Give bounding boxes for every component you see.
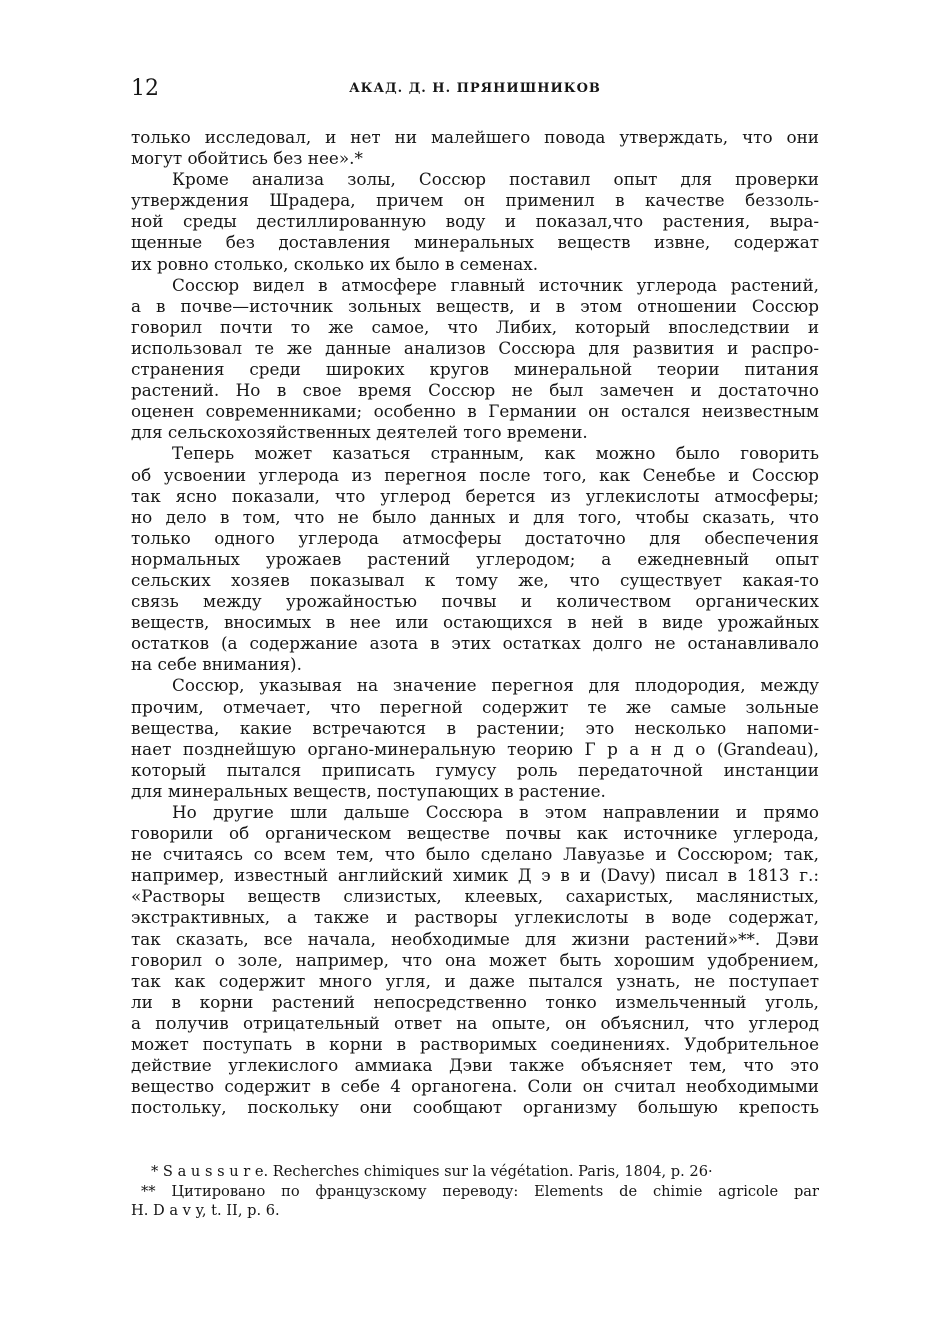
text-line: не считаясь со всем тем, что было сделано Лавуазье и Соссюром; так, (131, 844, 819, 865)
text-line: говорил о золе, например, что она может быть хорошим удобрением, (131, 949, 819, 970)
footnote-2-continued: H. D a v y, t. II, p. 6. (131, 1202, 280, 1219)
text-line: ной среды дестиллированную воду и показал,что растения, выра- (131, 211, 819, 232)
text-line: но дело в том, что не было данных и для того, чтобы сказать, что (131, 506, 819, 527)
text-line: только одного углерода атмосферы достаточно для обеспечения (131, 527, 819, 548)
paragraph-first-line: Теперь может казаться странным, как можно было говорить (172, 443, 819, 464)
text-line: ли в корни растений непосредственно тонко измельченный уголь, (131, 991, 819, 1012)
text-line: вещества, какие встречаются в растении; это несколько напоми- (131, 717, 819, 738)
text-line: растений. Но в свое время Соссюр не был замечен и достаточно (131, 380, 819, 401)
text-line: экстрактивных, а также и растворы углекислоты в воде содержат, (131, 907, 819, 928)
text-line: так ясно показали, что углерод берется из углекислоты атмосферы; (131, 485, 819, 506)
paragraph-first-line: Но другие шли дальше Соссюра в этом направлении и прямо (172, 802, 819, 822)
text-line: могут обойтись без нее».* (131, 148, 363, 169)
text-line: только исследовал, и нет ни малейшего повода утверждать, что они (131, 127, 819, 147)
text-line: нормальных урожаев растений углеродом; а ежедневный опыт (131, 548, 819, 569)
text-line: а получив отрицательный ответ на опыте, он объяснил, что углерод (131, 1012, 819, 1033)
running-title: АКАД. Д. Н. ПРЯНИШНИКОВ (349, 81, 601, 96)
page-header (131, 76, 819, 102)
page-number: 12 (131, 76, 159, 101)
text-line: так сказать, все начала, необходимые для жизни растений»**. Дэви (131, 928, 819, 949)
text-line: так как содержит много угля, и даже пытался узнать, не поступает (131, 970, 819, 991)
text-line: вещество содержит в себе 4 органогена. Соли он считал необходимыми (131, 1076, 819, 1097)
text-line: щенные без доставления минеральных веществ извне, содержат (131, 232, 819, 253)
text-line: может поступать в корни в растворимых соединениях. Удобрительное (131, 1034, 819, 1055)
text-line: странения среди широких кругов минеральной теории питания (131, 359, 819, 380)
text-line: прочим, отмечает, что перегной содержит те же самые зольные (131, 696, 819, 717)
text-line: их ровно столько, сколько их было в семенах. (131, 253, 539, 274)
footnotes (131, 1162, 819, 1221)
text-line: на себе внимания). (131, 654, 302, 675)
text-line: «Растворы веществ слизистых, клеевых, сахаристых, маслянистых, (131, 886, 819, 907)
text-line: для сельскохозяйственных деятелей того времени. (131, 422, 588, 443)
text-line: постольку, поскольку они сообщают организму большую крепость (131, 1097, 819, 1118)
text-line: об усвоении углерода из перегноя после того, как Сенебье и Соссюр (131, 464, 819, 485)
text-line: сельских хозяев показывал к тому же, что существует какая-то (131, 569, 819, 590)
text-line: говорили об органическом веществе почвы как источнике углерода, (131, 823, 819, 844)
text-line: утверждения Шрадера, причем он применил в качестве беззоль- (131, 190, 819, 211)
main-text (131, 127, 819, 1118)
text-line: а в почве—источник зольных веществ, и в этом отношении Соссюр (131, 295, 819, 316)
text-line: связь между урожайностью почвы и количеством органических (131, 591, 819, 612)
text-line: остатков (а содержание азота в этих остатках долго не останавливало (131, 633, 819, 654)
text-line: действие углекислого аммиака Дэви также объясняет тем, что это (131, 1055, 819, 1076)
text-line: для минеральных веществ, поступающих в растение. (131, 780, 606, 801)
text-line: который пытался приписать гумусу роль передаточной инстанции (131, 759, 819, 780)
text-line: веществ, вносимых в нее или остающихся в ней в виде урожайных (131, 612, 819, 633)
paragraph-first-line: Кроме анализа золы, Соссюр поставил опыт для проверки (172, 169, 819, 190)
text-line: например, известный английский химик Д э в и (Davy) писал в 1813 г.: (131, 865, 819, 886)
text-line: оценен современниками; особенно в Германии он остался неизвестным (131, 401, 819, 422)
paragraph-first-line: Соссюр, указывая на значение перегноя для плодородия, между (172, 675, 819, 696)
text-line: говорил почти то же самое, что Либих, который впоследствии и (131, 316, 819, 337)
text-line: использовал те же данные анализов Соссюра для развития и распро- (131, 337, 819, 358)
footnote-2: ** Цитировано по французскому переводу: Elements de chimie agricole par (141, 1182, 819, 1200)
paragraph-first-line: Соссюр видел в атмосфере главный источник углерода растений, (172, 274, 819, 295)
footnote-1: * S a u s s u r e. Recherches chimiques sur la végétation. Paris, 1804, p. 26· (151, 1163, 713, 1180)
text-line: нает позднейшую органо-минеральную теорию Г р а н д о (Grandeau), (131, 738, 819, 759)
